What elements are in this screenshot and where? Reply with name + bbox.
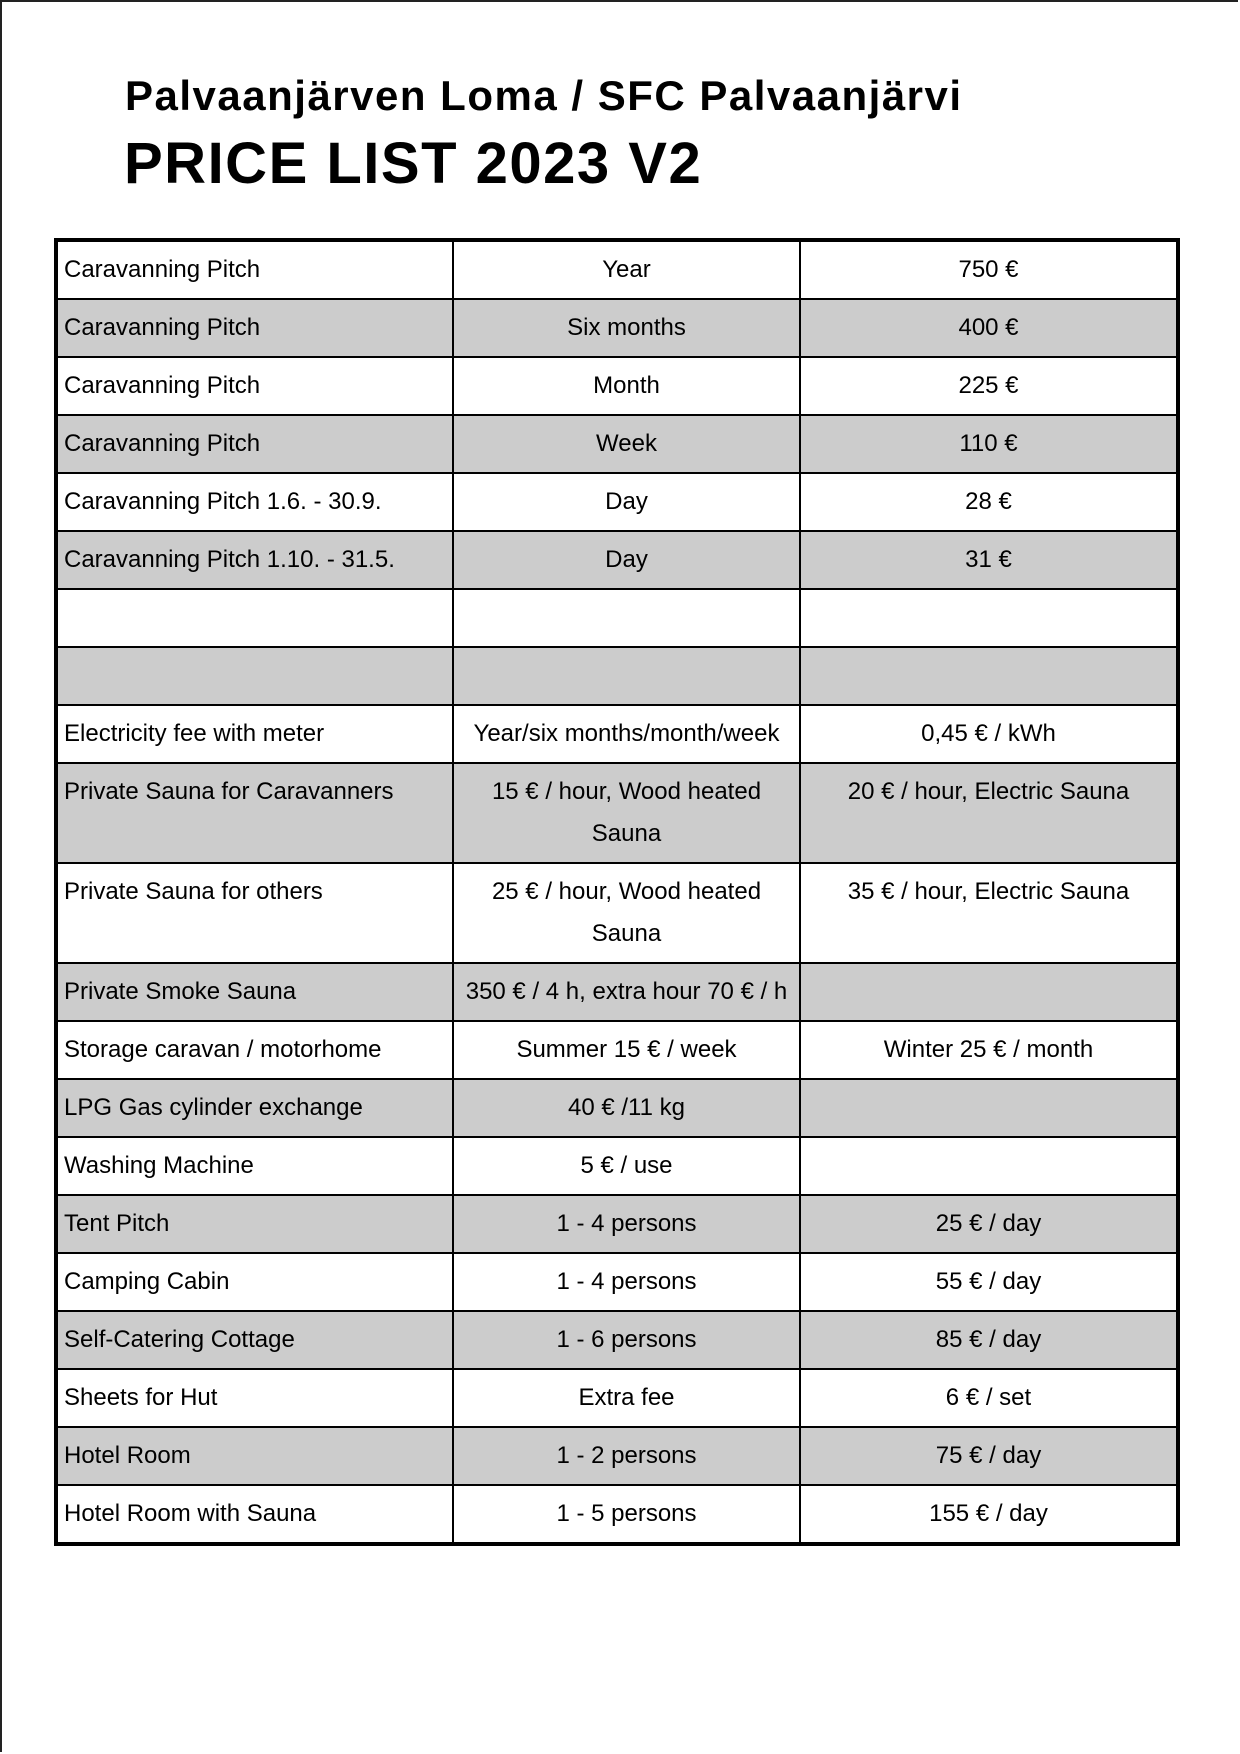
price-cell: 31 € [800,531,1178,589]
item-cell: Private Smoke Sauna [56,963,453,1021]
document-subtitle: PRICE LIST 2023 V2 [124,131,703,196]
price-cell: 225 € [800,357,1178,415]
price-table-body [56,240,1178,1544]
table-row [56,357,1178,415]
table-row [56,1195,1178,1253]
item-cell [56,647,453,705]
item-cell: Private Sauna for others [56,863,453,963]
item-cell: Caravanning Pitch [56,299,453,357]
price-cell [800,589,1178,647]
table-row [56,763,1178,863]
price-cell: 35 € / hour, Electric Sauna [800,863,1178,963]
price-table [54,238,1180,1546]
document-title: Palvaanjärven Loma / SFC Palvaanjärvi [125,72,963,119]
period-cell: Extra fee [453,1369,800,1427]
table-row [56,1369,1178,1427]
table-row [56,1427,1178,1485]
period-cell: Year [453,240,800,299]
period-cell [453,647,800,705]
table-row [56,1311,1178,1369]
price-cell: 400 € [800,299,1178,357]
period-cell: Week [453,415,800,473]
period-cell: 1 - 5 persons [453,1485,800,1544]
price-cell: 750 € [800,240,1178,299]
item-cell: Washing Machine [56,1137,453,1195]
period-cell: 15 € / hour, Wood heated Sauna [453,763,800,863]
period-cell: 350 € / 4 h, extra hour 70 € / h [453,963,800,1021]
table-row [56,963,1178,1021]
item-cell: Hotel Room [56,1427,453,1485]
item-cell: Private Sauna for Caravanners [56,763,453,863]
table-row [56,240,1178,299]
table-row [56,415,1178,473]
period-cell: 5 € / use [453,1137,800,1195]
price-cell [800,647,1178,705]
price-cell: Winter 25 € / month [800,1021,1178,1079]
price-cell: 55 € / day [800,1253,1178,1311]
table-row [56,1485,1178,1544]
item-cell: Caravanning Pitch [56,415,453,473]
item-cell [56,589,453,647]
price-cell: 25 € / day [800,1195,1178,1253]
price-cell: 75 € / day [800,1427,1178,1485]
table-row [56,705,1178,763]
item-cell: Storage caravan / motorhome [56,1021,453,1079]
item-cell: Caravanning Pitch [56,357,453,415]
price-cell [800,963,1178,1021]
item-cell: Camping Cabin [56,1253,453,1311]
table-row [56,1079,1178,1137]
period-cell: Year/six months/month/week [453,705,800,763]
period-cell: 1 - 4 persons [453,1195,800,1253]
period-cell [453,589,800,647]
period-cell: 1 - 6 persons [453,1311,800,1369]
item-cell: Self-Catering Cottage [56,1311,453,1369]
price-cell: 20 € / hour, Electric Sauna [800,763,1178,863]
table-row [56,531,1178,589]
item-cell: Sheets for Hut [56,1369,453,1427]
period-cell: 1 - 4 persons [453,1253,800,1311]
price-cell [800,1137,1178,1195]
item-cell: Electricity fee with meter [56,705,453,763]
period-cell: Day [453,473,800,531]
price-cell: 6 € / set [800,1369,1178,1427]
table-row [56,299,1178,357]
table-row [56,1253,1178,1311]
table-row-empty [56,647,1178,705]
period-cell: Day [453,531,800,589]
period-cell: 1 - 2 persons [453,1427,800,1485]
table-row-empty [56,589,1178,647]
period-cell: Month [453,357,800,415]
period-cell: 40 € /11 kg [453,1079,800,1137]
price-cell: 85 € / day [800,1311,1178,1369]
table-row [56,863,1178,963]
item-cell: Hotel Room with Sauna [56,1485,453,1544]
item-cell: Caravanning Pitch 1.10. - 31.5. [56,531,453,589]
price-cell: 110 € [800,415,1178,473]
price-cell: 155 € / day [800,1485,1178,1544]
table-row [56,1137,1178,1195]
table-row [56,1021,1178,1079]
item-cell: Tent Pitch [56,1195,453,1253]
price-cell: 0,45 € / kWh [800,705,1178,763]
item-cell: LPG Gas cylinder exchange [56,1079,453,1137]
price-cell [800,1079,1178,1137]
price-cell: 28 € [800,473,1178,531]
period-cell: 25 € / hour, Wood heated Sauna [453,863,800,963]
period-cell: Summer 15 € / week [453,1021,800,1079]
item-cell: Caravanning Pitch [56,240,453,299]
item-cell: Caravanning Pitch 1.6. - 30.9. [56,473,453,531]
period-cell: Six months [453,299,800,357]
table-row [56,473,1178,531]
